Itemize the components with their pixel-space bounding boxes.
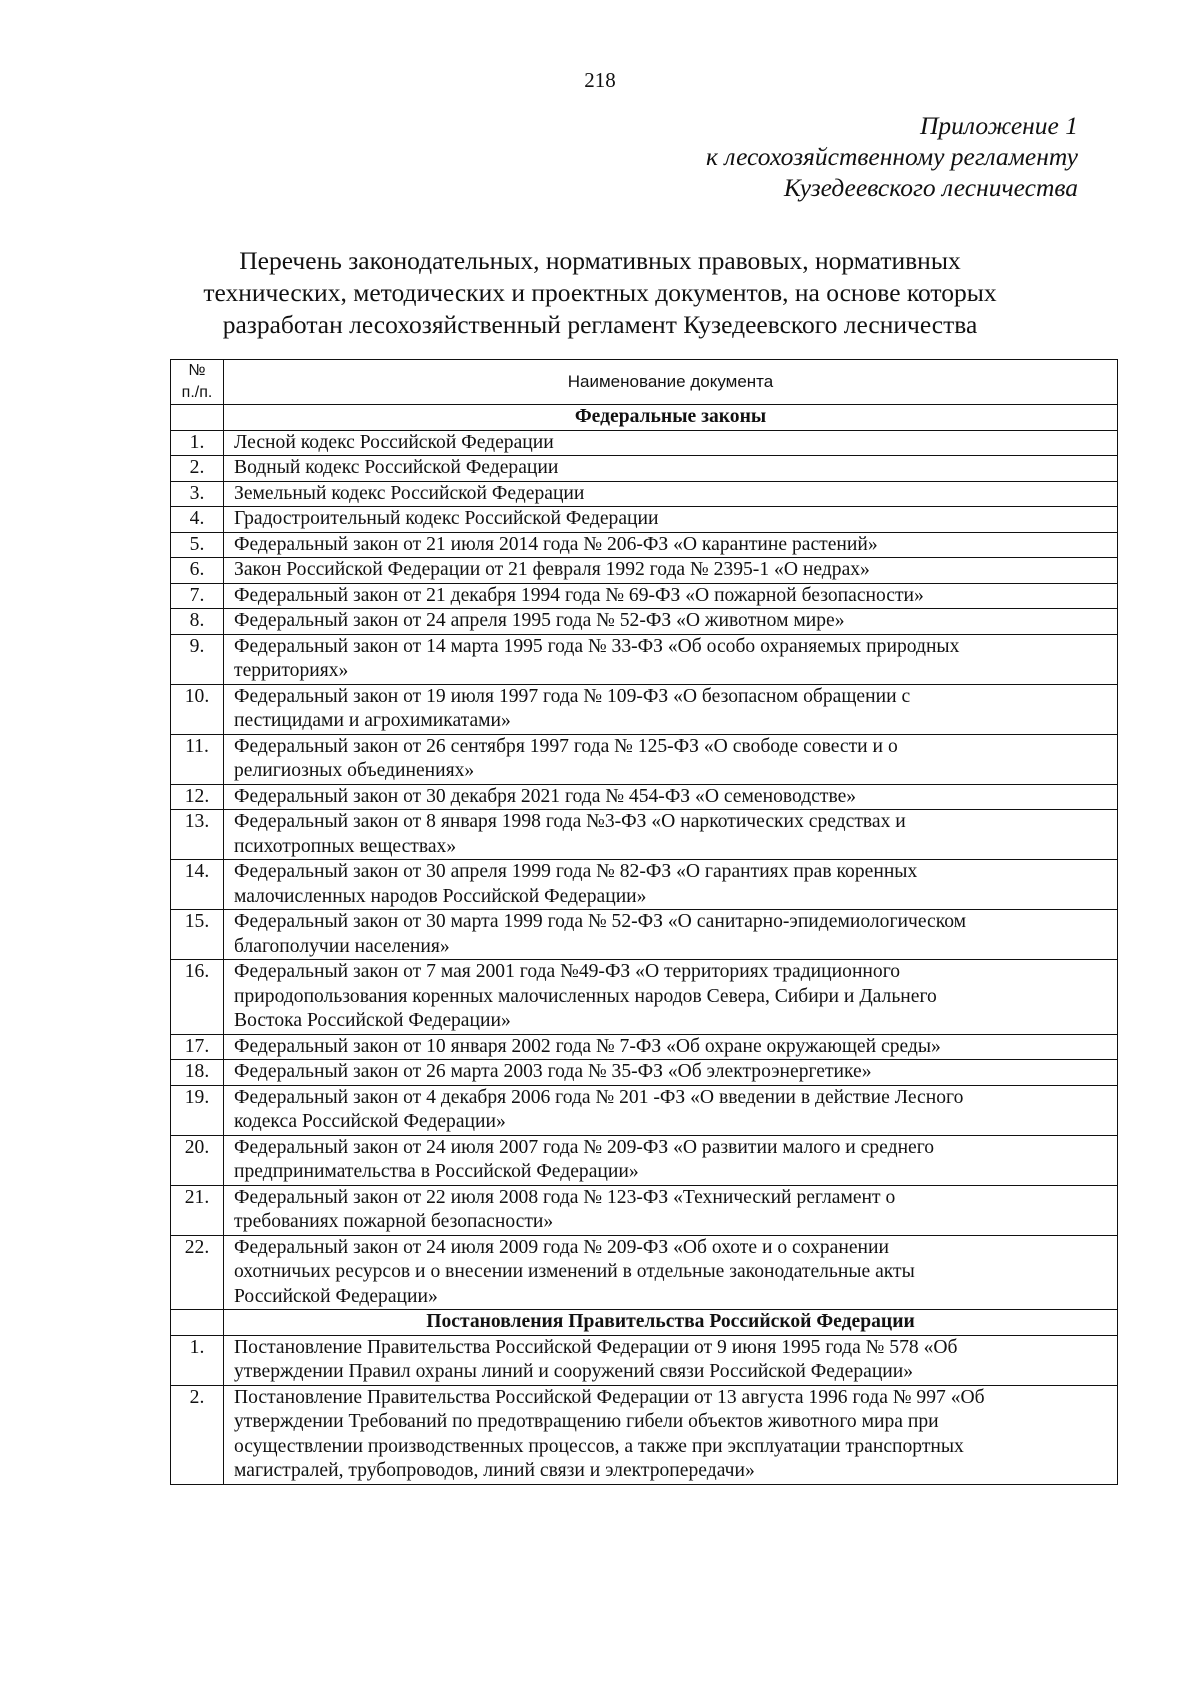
- section-title: Федеральные законы: [224, 405, 1118, 431]
- document-name-line: предпринимательства в Российской Федерации»: [234, 1161, 639, 1182]
- document-name-line: Федеральный закон от 30 декабря 2021 года № 454-ФЗ «О семеноводстве»: [234, 785, 857, 807]
- document-name-cell: [224, 1135, 1118, 1185]
- document-name-line: природопользования коренных малочисленных народов Севера, Сибири и Дальнего: [234, 985, 937, 1007]
- table-row: [171, 1385, 1118, 1484]
- page-number: 218: [584, 68, 616, 92]
- row-number: 2.: [171, 1385, 224, 1484]
- document-name-line: Лесной кодекс Российской Федерации: [234, 431, 554, 453]
- row-number: 1.: [171, 1335, 224, 1385]
- document-title: [150, 245, 1050, 341]
- document-name-line: Федеральный закон от 24 июля 2007 года № 209-ФЗ «О развитии малого и среднего: [234, 1136, 935, 1158]
- table-row: [171, 1235, 1118, 1310]
- header-number-cell: [171, 360, 224, 405]
- document-name-cell: [224, 583, 1118, 609]
- table-row: [171, 634, 1118, 684]
- table-row: [171, 860, 1118, 910]
- row-number: 9.: [171, 634, 224, 684]
- document-name-line: кодекса Российской Федерации»: [234, 1111, 506, 1132]
- table-row: [171, 810, 1118, 860]
- section-number-cell: [171, 405, 224, 431]
- document-name-line: Федеральный закон от 24 июля 2009 года № 209-ФЗ «Об охоте и о сохранении: [234, 1236, 889, 1258]
- row-number: 21.: [171, 1185, 224, 1235]
- document-name-cell: [224, 532, 1118, 558]
- document-name-line: Российской Федерации»: [234, 1285, 438, 1307]
- document-name-line: пестицидами и агрохимикатами»: [234, 710, 511, 731]
- document-name-cell: [224, 1385, 1118, 1484]
- document-name-cell: [224, 784, 1118, 810]
- row-number: 2.: [171, 456, 224, 482]
- table-row: [171, 1060, 1118, 1086]
- document-name-line: религиозных объединениях»: [234, 760, 475, 781]
- document-name-cell: [224, 634, 1118, 684]
- document-name-line: Федеральный закон от 4 декабря 2006 года № 201 -ФЗ «О введении в действие Лесного: [234, 1086, 964, 1108]
- row-number: 19.: [171, 1085, 224, 1135]
- table-row: [171, 1335, 1118, 1385]
- document-name-line: осуществлении производственных процессов, а также при эксплуатации транспортных: [234, 1435, 964, 1457]
- table-row: [171, 609, 1118, 635]
- documents-table: [170, 359, 1118, 1485]
- document-name-line: требованиях пожарной безопасности»: [234, 1211, 554, 1232]
- document-name-line: Федеральный закон от 30 марта 1999 года № 52-ФЗ «О санитарно-эпидемиологическом: [234, 911, 967, 932]
- table-row: [171, 960, 1118, 1035]
- document-name-cell: [224, 1335, 1118, 1385]
- header-name-cell: Наименование документа: [224, 360, 1118, 405]
- row-number: 10.: [171, 684, 224, 734]
- row-number: 4.: [171, 507, 224, 533]
- document-name-cell: [224, 507, 1118, 533]
- document-name-line: Федеральный закон от 8 января 1998 года №3-ФЗ «О наркотических средствах и: [234, 811, 906, 832]
- table-row: [171, 1135, 1118, 1185]
- document-name-line: Федеральный закон от 7 мая 2001 года №49-ФЗ «О территориях традиционного: [234, 961, 901, 982]
- document-name-cell: [224, 810, 1118, 860]
- table-row: [171, 481, 1118, 507]
- row-number: 16.: [171, 960, 224, 1035]
- row-number: 13.: [171, 810, 224, 860]
- document-name-line: психотропных веществах»: [234, 835, 457, 857]
- document-name-line: Федеральный закон от 26 сентября 1997 года № 125-ФЗ «О свободе совести и о: [234, 735, 898, 757]
- document-name-line: утверждении Требований по предотвращению гибели объектов животного мира при: [234, 1411, 939, 1432]
- title-line-3: разработан лесохозяйственный регламент Кузедеевского лесничества: [222, 310, 978, 339]
- section-row: [171, 1310, 1118, 1336]
- document-name-line: Востока Российской Федерации»: [234, 1010, 511, 1031]
- row-number: 6.: [171, 558, 224, 584]
- table-row: [171, 910, 1118, 960]
- document-name-line: Федеральный закон от 21 декабря 1994 года № 69-ФЗ «О пожарной безопасности»: [234, 584, 924, 606]
- section-title: Постановления Правительства Российской Федерации: [224, 1310, 1118, 1336]
- document-name-line: Федеральный закон от 30 апреля 1999 года № 82-ФЗ «О гарантиях прав коренных: [234, 861, 918, 882]
- document-name-cell: [224, 558, 1118, 584]
- document-name-cell: [224, 1185, 1118, 1235]
- document-name-cell: [224, 910, 1118, 960]
- document-name-line: Федеральный закон от 22 июля 2008 года № 123-ФЗ «Технический регламент о: [234, 1186, 896, 1208]
- table-row: [171, 1185, 1118, 1235]
- document-name-line: территориях»: [234, 660, 349, 681]
- title-line-1: Перечень законодательных, нормативных правовых, нормативных: [239, 246, 961, 275]
- document-name-line: малочисленных народов Российской Федерации»: [234, 885, 647, 907]
- document-name-line: Федеральный закон от 14 марта 1995 года № 33-ФЗ «Об особо охраняемых природных: [234, 635, 960, 657]
- table-row: [171, 532, 1118, 558]
- table-row: [171, 734, 1118, 784]
- document-name-line: Закон Российской Федерации от 21 февраля 1992 года № 2395-1 «О недрах»: [234, 559, 870, 580]
- row-number: 17.: [171, 1034, 224, 1060]
- document-name-cell: [224, 860, 1118, 910]
- document-name-line: Водный кодекс Российской Федерации: [234, 457, 559, 478]
- document-name-line: Градостроительный кодекс Российской Федерации: [234, 508, 659, 529]
- document-name-cell: [224, 1060, 1118, 1086]
- row-number: 20.: [171, 1135, 224, 1185]
- appendix-heading: [706, 110, 1078, 203]
- document-name-line: Федеральный закон от 21 июля 2014 года № 206-ФЗ «О карантине растений»: [234, 533, 878, 555]
- table-row: [171, 1085, 1118, 1135]
- row-number: 3.: [171, 481, 224, 507]
- table-row: [171, 507, 1118, 533]
- document-name-line: Постановление Правительства Российской Федерации от 9 июня 1995 года № 578 «Об: [234, 1336, 958, 1358]
- row-number: 1.: [171, 430, 224, 456]
- table-row: [171, 558, 1118, 584]
- row-number: 14.: [171, 860, 224, 910]
- document-name-line: Федеральный закон от 19 июля 1997 года № 109-ФЗ «О безопасном обращении с: [234, 685, 911, 707]
- table-header-row: [171, 360, 1118, 405]
- row-number: 7.: [171, 583, 224, 609]
- document-name-line: Федеральный закон от 10 января 2002 года № 7-ФЗ «Об охране окружающей среды»: [234, 1035, 941, 1057]
- row-number: 18.: [171, 1060, 224, 1086]
- document-name-cell: [224, 481, 1118, 507]
- row-number: 5.: [171, 532, 224, 558]
- section-row: [171, 405, 1118, 431]
- row-number: 8.: [171, 609, 224, 635]
- table-row: [171, 583, 1118, 609]
- document-name-line: утверждении Правил охраны линий и сооружений связи Российской Федерации»: [234, 1361, 914, 1382]
- document-name-line: магистралей, трубопроводов, линий связи и электропередачи»: [234, 1460, 755, 1481]
- document-name-line: Федеральный закон от 26 марта 2003 года № 35-ФЗ «Об электроэнергетике»: [234, 1061, 872, 1082]
- document-name-cell: [224, 684, 1118, 734]
- appendix-line-1: Приложение 1: [919, 111, 1078, 140]
- document-name-cell: [224, 609, 1118, 635]
- document-name-cell: [224, 1085, 1118, 1135]
- row-number: 12.: [171, 784, 224, 810]
- document-name-line: Постановление Правительства Российской Федерации от 13 августа 1996 года № 997 «Об: [234, 1386, 985, 1408]
- document-name-cell: [224, 1235, 1118, 1310]
- document-name-cell: [224, 456, 1118, 482]
- table-row: [171, 456, 1118, 482]
- row-number: 15.: [171, 910, 224, 960]
- header-number-symbol: №: [188, 362, 206, 379]
- document-name-cell: [224, 1034, 1118, 1060]
- row-number: 22.: [171, 1235, 224, 1310]
- document-name-line: Земельный кодекс Российской Федерации: [234, 482, 585, 504]
- table-row: [171, 1034, 1118, 1060]
- table-row: [171, 784, 1118, 810]
- row-number: 11.: [171, 734, 224, 784]
- document-name-cell: [224, 960, 1118, 1035]
- section-number-cell: [171, 1310, 224, 1336]
- header-number-label: п./п.: [181, 384, 213, 401]
- appendix-line-2: к лесохозяйственному регламенту: [706, 142, 1078, 171]
- table-row: [171, 430, 1118, 456]
- table-row: [171, 684, 1118, 734]
- document-name-cell: [224, 734, 1118, 784]
- document-name-line: благополучии населения»: [234, 935, 450, 957]
- appendix-line-3: Кузедеевского лесничества: [783, 173, 1078, 202]
- document-name-line: Федеральный закон от 24 апреля 1995 года № 52-ФЗ «О животном мире»: [234, 610, 845, 631]
- document-name-line: охотничьих ресурсов и о внесении изменений в отдельные законодательные акты: [234, 1261, 915, 1282]
- document-name-cell: [224, 430, 1118, 456]
- title-line-2: технических, методических и проектных документов, на основе которых: [203, 278, 997, 307]
